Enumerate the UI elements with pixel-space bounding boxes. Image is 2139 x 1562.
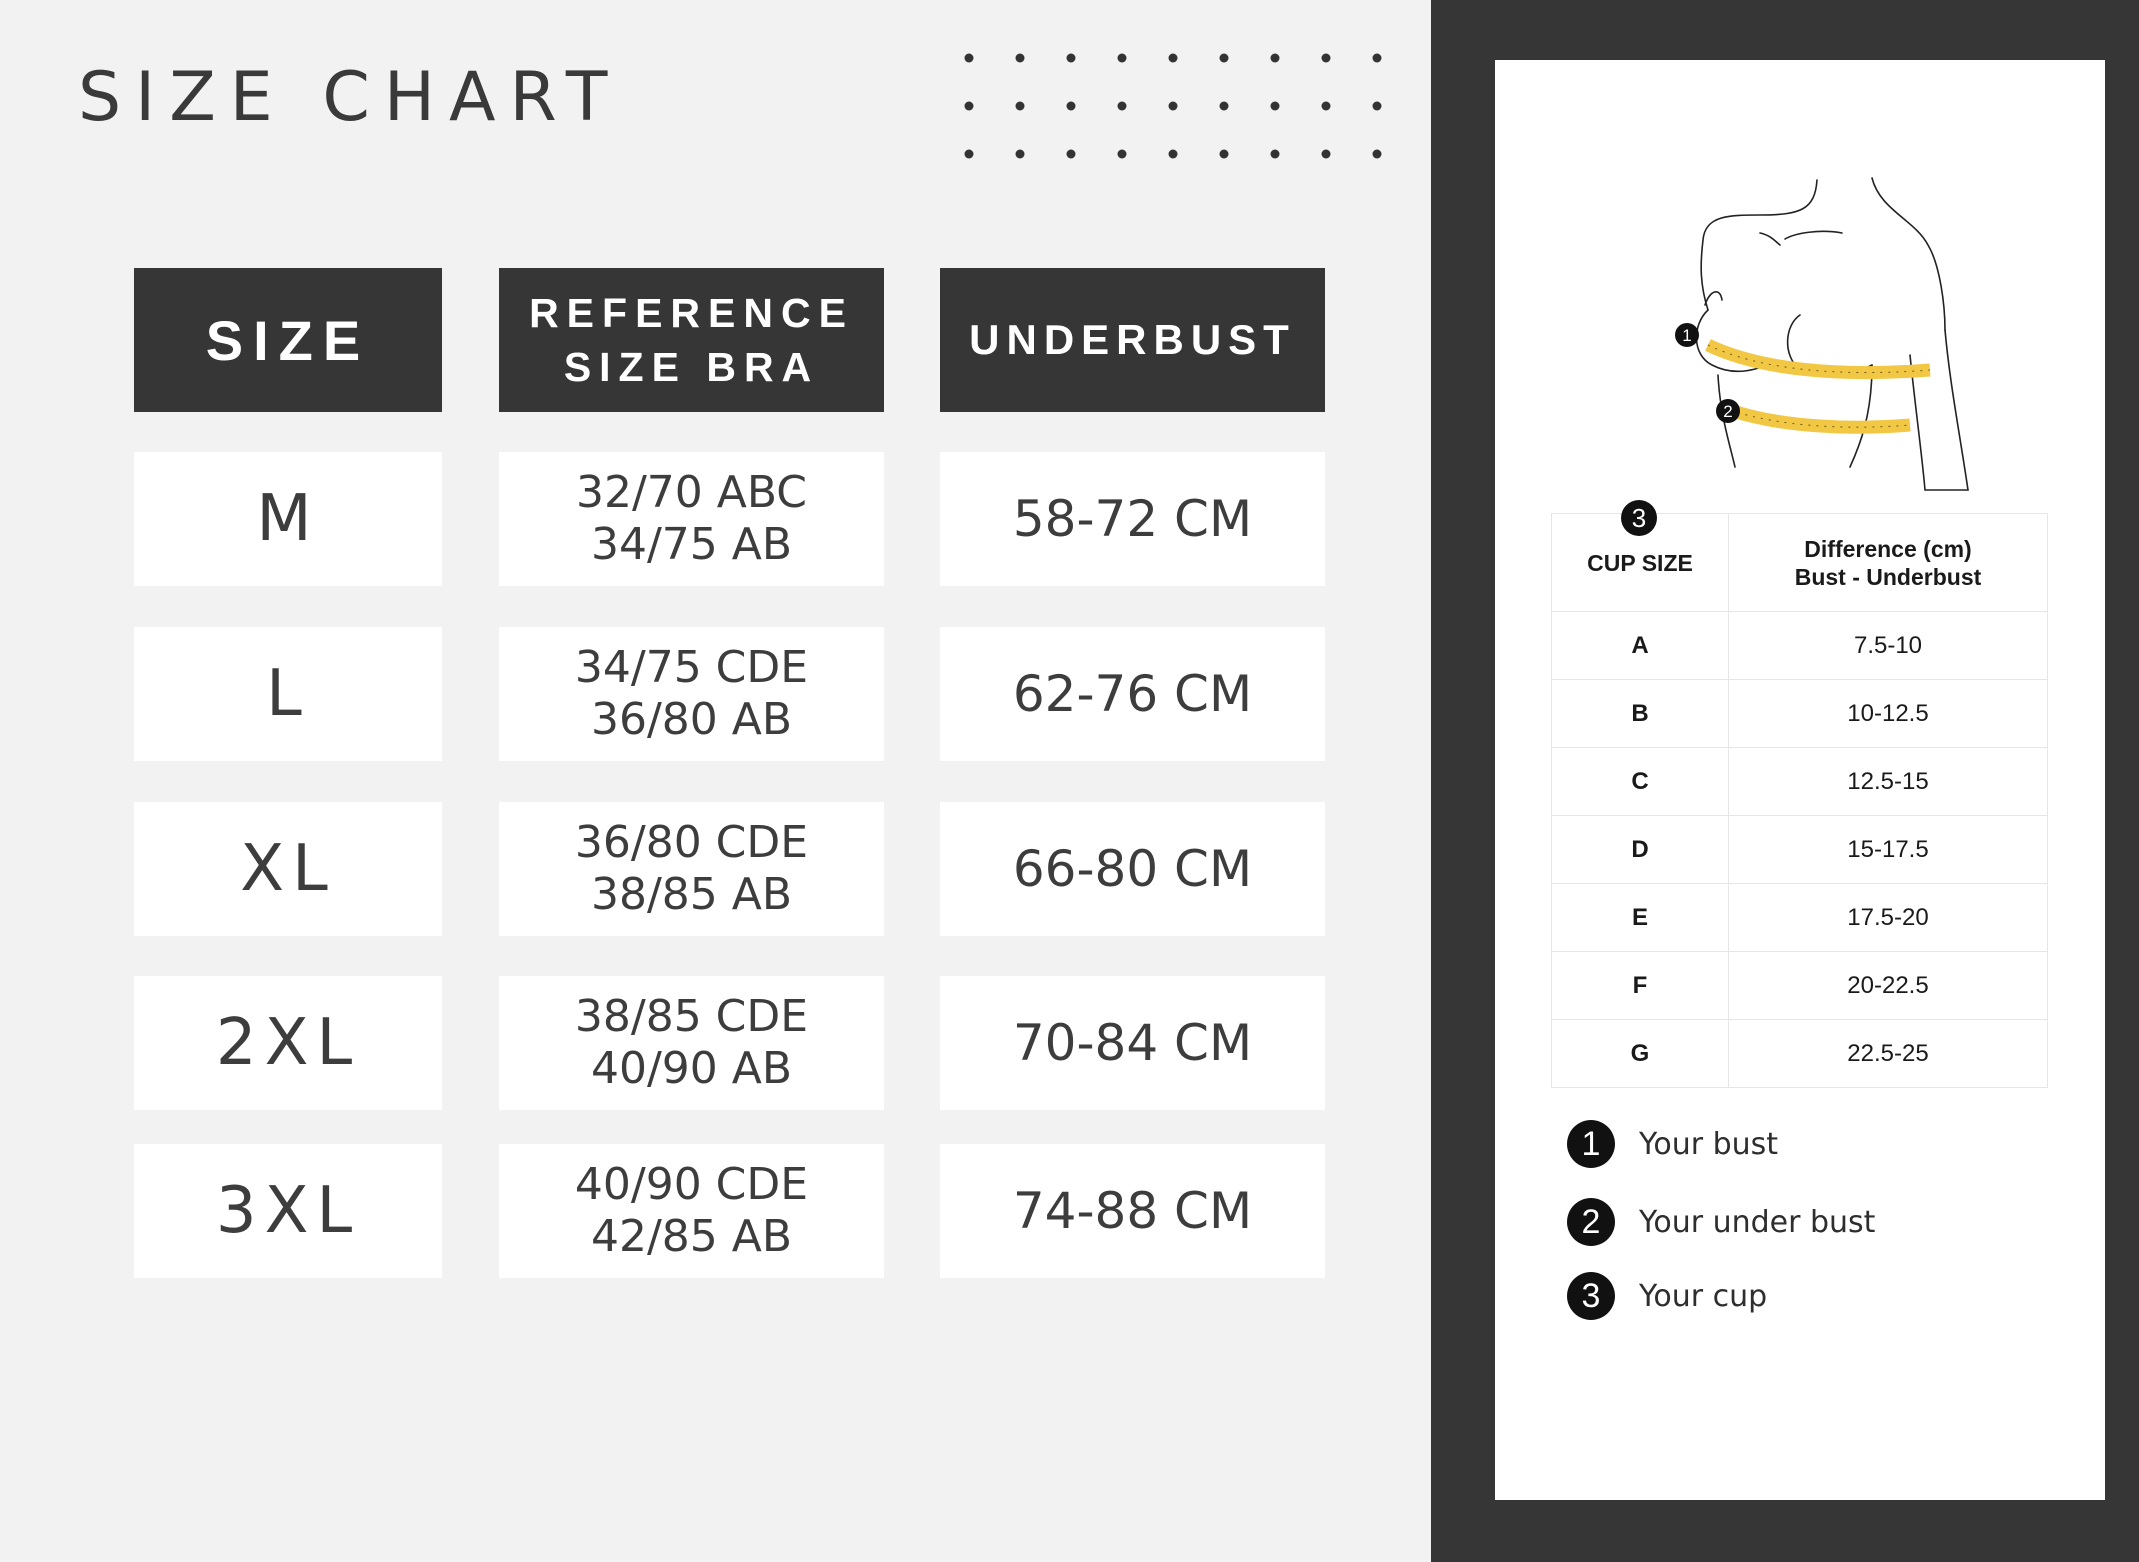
header-reference-line2: SIZE BRA bbox=[563, 344, 820, 390]
table-row bbox=[1552, 612, 2048, 680]
marker-2-label: 2 bbox=[1723, 402, 1733, 421]
size-cell: 2XL bbox=[134, 976, 442, 1110]
reference-line: 40/90 AB bbox=[590, 1043, 793, 1094]
size-cell: L bbox=[134, 627, 442, 761]
underbust-cell: 70-84 CM bbox=[940, 976, 1325, 1110]
table-row bbox=[1552, 884, 2048, 952]
table-row bbox=[1552, 1020, 2048, 1088]
measurement-guide-panel bbox=[1495, 60, 2105, 1500]
page-title: SIZE CHART bbox=[78, 58, 622, 137]
difference-header: Difference (cm) Bust - Underbust bbox=[1729, 514, 2048, 612]
marker-1-label: 1 bbox=[1682, 326, 1692, 345]
legend-item-cup bbox=[1567, 1270, 2087, 1322]
header-reference-size-bra bbox=[499, 268, 884, 412]
cup-difference: 22.5-25 bbox=[1729, 1020, 2048, 1088]
header-underbust-label: UNDERBUST bbox=[969, 316, 1296, 363]
cup-difference: 10-12.5 bbox=[1729, 680, 2048, 748]
table-row bbox=[1552, 680, 2048, 748]
legend-item-under-bust bbox=[1567, 1196, 2087, 1248]
cup-difference: 12.5-15 bbox=[1729, 748, 2048, 816]
underbust-cell: 66-80 CM bbox=[940, 802, 1325, 936]
reference-line: 42/85 AB bbox=[590, 1211, 793, 1262]
legend-label: Your cup bbox=[1639, 1278, 1768, 1314]
reference-line: 34/75 AB bbox=[590, 519, 793, 570]
size-cell: 3XL bbox=[134, 1144, 442, 1278]
reference-line: 36/80 AB bbox=[590, 694, 793, 745]
underbust-cell: 58-72 CM bbox=[940, 452, 1325, 586]
header-reference-line1: REFERENCE bbox=[529, 290, 854, 336]
decorative-dots bbox=[960, 52, 1400, 162]
header-size-label: SIZE bbox=[205, 308, 371, 372]
cup-difference: 15-17.5 bbox=[1729, 816, 2048, 884]
cup-letter: C bbox=[1552, 748, 1729, 816]
reference-line: 38/85 CDE bbox=[574, 991, 809, 1042]
reference-cell bbox=[499, 452, 884, 586]
header-size bbox=[134, 268, 442, 412]
cup-difference: 20-22.5 bbox=[1729, 952, 2048, 1020]
table-row bbox=[1552, 816, 2048, 884]
legend-number: 2 bbox=[1567, 1198, 1615, 1246]
table-row bbox=[1552, 952, 2048, 1020]
cup-difference: 17.5-20 bbox=[1729, 884, 2048, 952]
marker-3-badge: 3 bbox=[1621, 500, 1657, 536]
reference-line: 36/80 CDE bbox=[574, 817, 809, 868]
legend-number: 1 bbox=[1567, 1120, 1615, 1168]
cup-size-header: CUP SIZE bbox=[1552, 514, 1729, 612]
reference-cell bbox=[499, 1144, 884, 1278]
reference-cell bbox=[499, 802, 884, 936]
cup-letter: B bbox=[1552, 680, 1729, 748]
table-row bbox=[1552, 748, 2048, 816]
size-cell: M bbox=[134, 452, 442, 586]
reference-cell bbox=[499, 627, 884, 761]
cup-letter: G bbox=[1552, 1020, 1729, 1088]
size-cell: XL bbox=[134, 802, 442, 936]
cup-size-table bbox=[1551, 513, 2048, 1088]
legend-label: Your bust bbox=[1639, 1126, 1779, 1162]
cup-letter: D bbox=[1552, 816, 1729, 884]
underbust-cell: 74-88 CM bbox=[940, 1144, 1325, 1278]
header-underbust bbox=[940, 268, 1325, 412]
underbust-cell: 62-76 CM bbox=[940, 627, 1325, 761]
cup-letter: E bbox=[1552, 884, 1729, 952]
bust-measurement-illustration bbox=[1610, 115, 2010, 495]
reference-cell bbox=[499, 976, 884, 1110]
reference-line: 40/90 CDE bbox=[574, 1159, 809, 1210]
reference-line: 34/75 CDE bbox=[574, 642, 809, 693]
legend-number: 3 bbox=[1567, 1272, 1615, 1320]
legend-label: Your under bust bbox=[1639, 1204, 1876, 1240]
reference-line: 38/85 AB bbox=[590, 869, 793, 920]
cup-letter: F bbox=[1552, 952, 1729, 1020]
cup-letter: A bbox=[1552, 612, 1729, 680]
cup-difference: 7.5-10 bbox=[1729, 612, 2048, 680]
legend-item-bust bbox=[1567, 1118, 2087, 1170]
reference-line: 32/70 ABC bbox=[575, 467, 808, 518]
